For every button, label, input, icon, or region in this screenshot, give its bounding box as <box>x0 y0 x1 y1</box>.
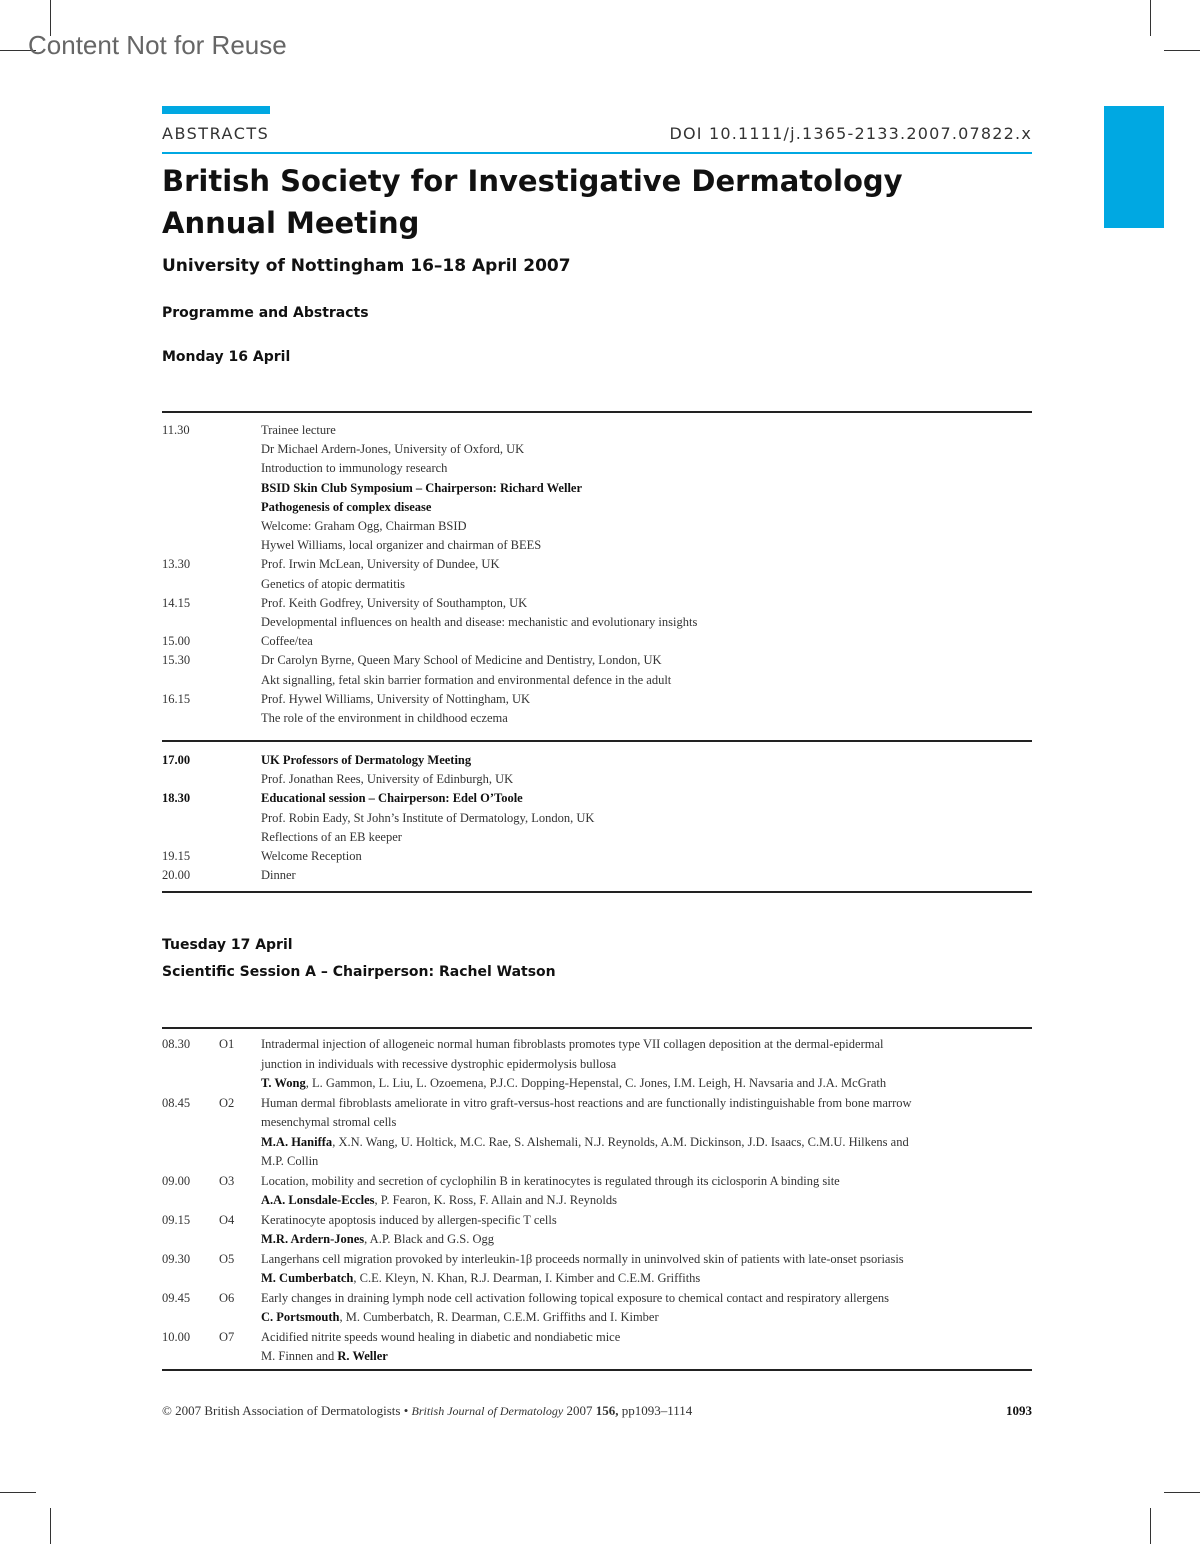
schedule-row <box>162 536 1032 555</box>
abstract-line: Location, mobility and secretion of cyclophilin B in keratinocytes is regulated through its ciclosporin A binding site <box>261 1173 840 1188</box>
side-color-tab <box>1104 106 1164 228</box>
monday-heading: Monday 16 April <box>162 349 291 365</box>
schedule-time: 13.30 <box>162 557 191 572</box>
abstract-time: 08.45 <box>162 1095 191 1110</box>
schedule-text: Prof. Irwin McLean, University of Dundee, UK <box>261 557 500 572</box>
crop-mark <box>1150 1508 1151 1544</box>
monday-schedule-a <box>162 421 1032 728</box>
schedule-text: Prof. Hywel Williams, University of Nottingham, UK <box>261 691 531 706</box>
schedule-row <box>162 671 1032 690</box>
table-rule <box>162 740 1032 742</box>
abstract-row <box>162 1308 1032 1328</box>
abstract-line: , L. Gammon, L. Liu, L. Ozoemena, P.J.C. Dopping-Hepenstal, C. Jones, I.M. Leigh, H. Navsaria and J.A. McGrath <box>305 1076 887 1090</box>
subtitle: University of Nottingham 16–18 April 2007 <box>162 256 571 276</box>
schedule-row <box>162 555 1032 574</box>
journal-pages: pp1093–1114 <box>621 1403 693 1418</box>
schedule-row <box>162 575 1032 594</box>
abstract-text <box>261 1269 1032 1289</box>
schedule-time <box>162 479 261 498</box>
programme-label: Programme and Abstracts <box>162 305 369 321</box>
abstract-line: Langerhans cell migration provoked by interleukin-1β proceeds normally in uninvolved skin of patients with late-onset psoriasis <box>261 1251 904 1266</box>
abstract-text <box>261 1230 1032 1250</box>
running-header <box>162 122 1032 146</box>
schedule-text: Reflections of an EB keeper <box>261 829 402 844</box>
abstract-row <box>162 1074 1032 1094</box>
journal-name: British Journal of Dermatology <box>411 1404 564 1418</box>
crop-mark <box>1164 50 1200 51</box>
abstract-text <box>261 1094 1032 1114</box>
abstract-text <box>261 1347 1032 1367</box>
abstract-code: O7 <box>219 1329 235 1344</box>
abstract-line: , M. Cumberbatch, R. Dearman, C.E.M. Griffiths and I. Kimber <box>339 1310 659 1324</box>
schedule-time: 16.15 <box>162 691 191 706</box>
schedule-row <box>162 440 1032 459</box>
abstract-time <box>162 1113 219 1133</box>
abstract-row <box>162 1055 1032 1075</box>
abstract-time <box>162 1191 219 1211</box>
presenting-author: A.A. Lonsdale-Eccles <box>261 1193 375 1207</box>
abstract-time: 08.30 <box>162 1037 191 1051</box>
schedule-time: 17.00 <box>162 753 191 767</box>
abstract-time: 09.45 <box>162 1290 191 1305</box>
abstract-code <box>219 1152 261 1172</box>
schedule-text: Pathogenesis of complex disease <box>261 499 432 514</box>
doi: DOI 10.1111/j.1365-2133.2007.07822.x <box>669 124 1032 143</box>
abstract-code <box>219 1347 261 1367</box>
presenting-author: M.A. Haniffa <box>261 1134 333 1149</box>
abstract-time <box>162 1308 219 1328</box>
abstract-code: O4 <box>219 1212 235 1227</box>
schedule-text: Welcome: Graham Ogg, Chairman BSID <box>261 519 467 534</box>
abstract-text <box>261 1328 1032 1348</box>
schedule-row <box>162 709 1032 728</box>
abstract-code: O3 <box>219 1173 235 1188</box>
abstract-time: 09.15 <box>162 1212 191 1227</box>
abstract-line: , A.P. Black and G.S. Ogg <box>364 1232 494 1246</box>
schedule-row <box>162 479 1032 498</box>
abstract-time <box>162 1152 219 1172</box>
abstract-row <box>162 1250 1032 1270</box>
abstract-line: M.P. Collin <box>261 1154 319 1168</box>
presenting-author: C. Portsmouth <box>261 1310 340 1324</box>
abstract-time: 10.00 <box>162 1329 191 1344</box>
schedule-row <box>162 770 1032 789</box>
abstract-row <box>162 1191 1032 1211</box>
schedule-row <box>162 847 1032 866</box>
schedule-row <box>162 613 1032 632</box>
schedule-row <box>162 517 1032 536</box>
schedule-time: 11.30 <box>162 423 190 437</box>
schedule-row <box>162 632 1032 651</box>
presenting-author: R. Weller <box>337 1349 388 1363</box>
schedule-text: BSID Skin Club Symposium – Chairperson: Richard Weller <box>261 480 583 495</box>
schedule-time <box>162 517 261 536</box>
abstract-line: M. Finnen and <box>261 1349 338 1363</box>
crop-mark <box>50 1508 51 1544</box>
abstract-row <box>162 1289 1032 1309</box>
abstract-code: O5 <box>219 1251 235 1266</box>
schedule-text: Trainee lecture <box>261 423 336 437</box>
table-rule <box>162 1027 1032 1029</box>
schedule-text: Dinner <box>261 868 296 883</box>
schedule-text: The role of the environment in childhood eczema <box>261 711 508 726</box>
schedule-text: Introduction to immunology research <box>261 461 448 476</box>
schedule-time <box>162 709 261 728</box>
copyright: © 2007 British Association of Dermatologists • <box>162 1403 409 1418</box>
schedule-time <box>162 575 261 594</box>
abstract-time <box>162 1347 219 1367</box>
presenting-author: T. Wong <box>261 1076 306 1090</box>
schedule-time <box>162 498 261 517</box>
abstract-text <box>261 1113 1032 1133</box>
schedule-time: 20.00 <box>162 868 191 883</box>
schedule-time <box>162 536 261 555</box>
abstract-time: 09.30 <box>162 1251 191 1266</box>
schedule-text: Dr Michael Ardern-Jones, University of Oxford, UK <box>261 442 525 457</box>
session-heading: Scientific Session A – Chairperson: Rachel Watson <box>162 964 556 980</box>
abstract-text <box>261 1289 1032 1309</box>
table-rule <box>162 891 1032 893</box>
abstract-text <box>261 1055 1032 1075</box>
abstract-text <box>261 1211 1032 1231</box>
abstract-row <box>162 1347 1032 1367</box>
abstract-line: , X.N. Wang, U. Holtick, M.C. Rae, S. Alshemali, N.J. Reynolds, A.M. Dickinson, J.D. Isaacs, C.M.U. Hilkens and <box>332 1134 909 1149</box>
abstract-text <box>261 1074 1032 1094</box>
schedule-row <box>162 594 1032 613</box>
schedule-text: Coffee/tea <box>261 634 313 649</box>
journal-year: 2007 <box>566 1403 593 1418</box>
abstract-code <box>219 1230 261 1250</box>
abstract-row <box>162 1113 1032 1133</box>
abstract-text <box>261 1308 1032 1328</box>
abstract-row <box>162 1133 1032 1153</box>
abstract-text <box>261 1191 1032 1211</box>
abstract-code <box>219 1191 261 1211</box>
abstract-line: Human dermal fibroblasts ameliorate in vitro graft-versus-host reactions and are functionally indistinguishable from bone marrow <box>261 1095 912 1110</box>
abstract-time <box>162 1230 219 1250</box>
schedule-time: 14.15 <box>162 595 191 610</box>
abstract-line: Intradermal injection of allogeneic normal human fibroblasts promotes type VII collagen deposition at the dermal-epidermal <box>261 1037 884 1051</box>
schedule-time: 18.30 <box>162 791 191 806</box>
crop-mark <box>0 1492 36 1493</box>
page-number: 1093 <box>1006 1403 1032 1418</box>
schedule-row <box>162 421 1032 440</box>
abstract-text <box>261 1035 1032 1055</box>
schedule-time <box>162 613 261 632</box>
schedule-row <box>162 809 1032 828</box>
abstract-line: , C.E. Kleyn, N. Khan, R.J. Dearman, I. Kimber and C.E.M. Griffiths <box>353 1271 701 1285</box>
abstract-text <box>261 1250 1032 1270</box>
abstract-text <box>261 1152 1032 1172</box>
page-footer <box>162 1403 1032 1419</box>
abstract-time: 09.00 <box>162 1173 191 1188</box>
schedule-text: Hywel Williams, local organizer and chairman of BEES <box>261 538 542 553</box>
journal-volume: 156, <box>595 1403 619 1418</box>
schedule-row <box>162 690 1032 709</box>
schedule-time <box>162 828 261 847</box>
schedule-row <box>162 751 1032 770</box>
monday-schedule-b <box>162 751 1032 885</box>
table-rule <box>162 1369 1032 1371</box>
schedule-text: Educational session – Chairperson: Edel O’Toole <box>261 791 523 806</box>
tuesday-heading: Tuesday 17 April <box>162 937 293 953</box>
section-label: ABSTRACTS <box>162 124 270 143</box>
abstract-line: mesenchymal stromal cells <box>261 1115 397 1129</box>
abstract-line: Acidified nitrite speeds wound healing in diabetic and nondiabetic mice <box>261 1329 621 1344</box>
abstract-code <box>219 1269 261 1289</box>
abstract-row <box>162 1230 1032 1250</box>
abstract-code: O2 <box>219 1095 235 1110</box>
schedule-text: Akt signalling, fetal skin barrier formation and environmental defence in the adult <box>261 672 672 687</box>
abstract-row <box>162 1152 1032 1172</box>
schedule-text: Genetics of atopic dermatitis <box>261 576 406 591</box>
schedule-text: Prof. Jonathan Rees, University of Edinburgh, UK <box>261 772 514 787</box>
schedule-text: Dr Carolyn Byrne, Queen Mary School of Medicine and Dentistry, London, UK <box>261 653 662 668</box>
abstract-code <box>219 1055 261 1075</box>
schedule-time <box>162 440 261 459</box>
schedule-row <box>162 789 1032 808</box>
schedule-time <box>162 809 261 828</box>
schedule-text: Welcome Reception <box>261 849 362 864</box>
crop-mark <box>1164 1492 1200 1493</box>
abstract-time <box>162 1269 219 1289</box>
abstract-time <box>162 1074 219 1094</box>
abstract-row <box>162 1211 1032 1231</box>
abstract-time <box>162 1133 219 1153</box>
abstract-line: junction in individuals with recessive dystrophic epidermolysis bullosa <box>261 1056 617 1071</box>
abstract-line: Keratinocyte apoptosis induced by allergen-specific T cells <box>261 1212 557 1227</box>
abstract-row <box>162 1035 1032 1055</box>
header-rule <box>162 152 1032 154</box>
abstract-line: , P. Fearon, K. Ross, F. Allain and N.J. Reynolds <box>374 1193 617 1207</box>
abstract-row <box>162 1328 1032 1348</box>
page-title: British Society for Investigative Dermatology Annual Meeting <box>162 164 903 240</box>
schedule-time: 19.15 <box>162 849 191 864</box>
abstract-code <box>219 1113 261 1133</box>
abstract-code: O1 <box>219 1037 235 1051</box>
schedule-row <box>162 498 1032 517</box>
schedule-row <box>162 828 1032 847</box>
abstract-code: O6 <box>219 1290 235 1305</box>
schedule-row <box>162 459 1032 478</box>
abstract-text <box>261 1133 1032 1153</box>
abstract-code <box>219 1308 261 1328</box>
schedule-time <box>162 671 261 690</box>
abstract-time <box>162 1055 219 1075</box>
abstract-text <box>261 1172 1032 1192</box>
accent-bar <box>162 106 270 114</box>
schedule-text: Developmental influences on health and disease: mechanistic and evolutionary insights <box>261 615 698 630</box>
schedule-time: 15.30 <box>162 653 191 668</box>
tuesday-schedule <box>162 1035 1032 1367</box>
schedule-row <box>162 651 1032 670</box>
table-rule <box>162 411 1032 413</box>
abstract-row <box>162 1172 1032 1192</box>
abstract-line: Early changes in draining lymph node cell activation following topical exposure to chemical contact and respiratory allergens <box>261 1290 890 1305</box>
presenting-author: M. Cumberbatch <box>261 1271 354 1285</box>
schedule-text: Prof. Robin Eady, St John’s Institute of Dermatology, London, UK <box>261 810 595 825</box>
abstract-code <box>219 1074 261 1094</box>
abstract-row <box>162 1269 1032 1289</box>
schedule-time <box>162 459 261 478</box>
schedule-time <box>162 770 261 789</box>
schedule-text: UK Professors of Dermatology Meeting <box>261 753 472 767</box>
watermark: Content Not for Reuse <box>28 30 287 60</box>
schedule-time: 15.00 <box>162 634 191 649</box>
presenting-author: M.R. Ardern-Jones <box>261 1232 365 1246</box>
schedule-text: Prof. Keith Godfrey, University of Southampton, UK <box>261 595 528 610</box>
schedule-row <box>162 866 1032 885</box>
crop-mark <box>1150 0 1151 36</box>
abstract-code <box>219 1133 261 1153</box>
abstract-row <box>162 1094 1032 1114</box>
